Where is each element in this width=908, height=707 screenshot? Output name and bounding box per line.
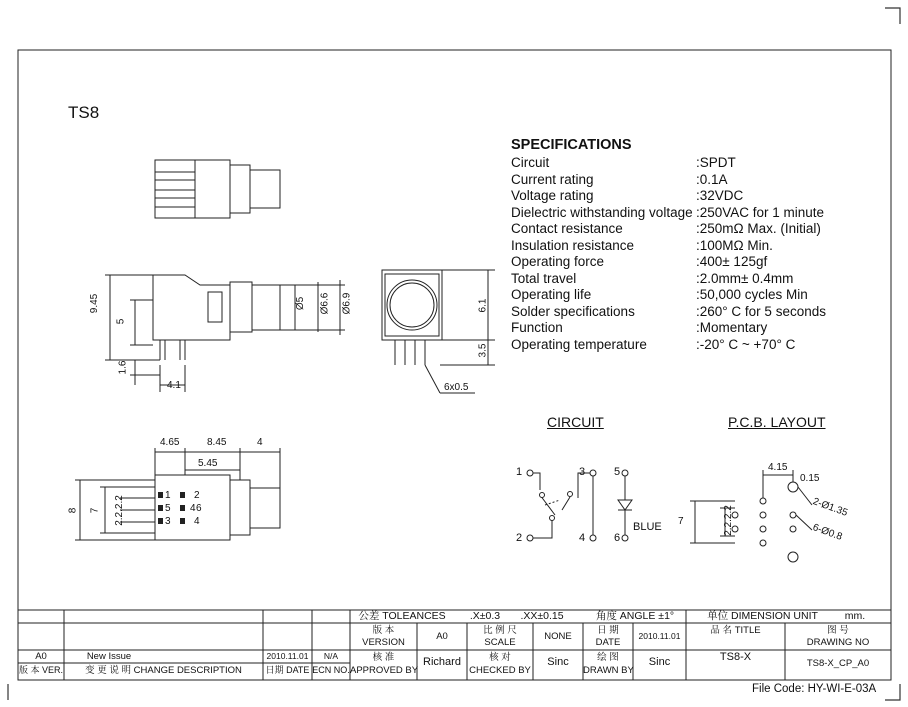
dim-front-pins: 6x0.5 xyxy=(444,382,469,393)
dim-side-height: 9.45 xyxy=(89,293,101,314)
pin-label-4: 4 xyxy=(194,516,200,527)
pcb-hole-small: 6-Ø0.8 xyxy=(811,522,844,543)
pin-label-1: 1 xyxy=(165,490,171,501)
tb-scale-en: SCALE xyxy=(484,637,516,648)
spec-value: :Momentary xyxy=(696,320,768,335)
dim-front-35: 3.5 xyxy=(477,343,489,358)
rev-hdr-description: 变 更 说 明 CHANGE DESCRIPTION xyxy=(85,665,242,676)
tb-version-cn: 版 本 xyxy=(372,625,395,636)
spec-label: Function xyxy=(511,320,563,335)
circuit-node-2: 2 xyxy=(516,532,523,544)
dim-dia-69: Ø6.9 xyxy=(341,292,353,315)
dim-dia-66: Ø6.6 xyxy=(319,292,331,315)
dim-top-8: 8 xyxy=(67,507,79,514)
pin-label-2: 2 xyxy=(194,490,200,501)
dim-front-61: 6.1 xyxy=(477,298,489,313)
specifications-heading: SPECIFICATIONS xyxy=(511,137,632,153)
spec-row xyxy=(511,188,891,204)
tb-unit-value: mm. xyxy=(844,610,866,622)
pin-label-5: 5 xyxy=(165,503,171,514)
tb-unit-label: 单位 DIMENSION UNIT xyxy=(707,610,818,622)
circuit-node-3: 3 xyxy=(579,466,586,478)
spec-label: Current rating xyxy=(511,171,594,187)
tb-title-value: TS8-X xyxy=(719,651,752,663)
spec-row xyxy=(511,337,891,353)
file-code: File Code: HY-WI-E-03A xyxy=(752,683,877,695)
tb-date-cn: 日 期 xyxy=(597,625,619,636)
tb-drawn-en: DRAWN BY xyxy=(583,665,634,676)
rev-hdr-version: 版 本 VER. xyxy=(18,665,63,675)
tb-checked-cn: 核 对 xyxy=(489,652,511,663)
specifications-list xyxy=(511,155,891,355)
tb-date-value: 2010.11.01 xyxy=(638,631,681,641)
spec-value: :400± 125gf xyxy=(696,254,768,269)
dim-top-4: 4 xyxy=(257,437,263,448)
tb-approved-value: Richard xyxy=(423,656,461,668)
spec-value: :32VDC xyxy=(696,188,744,203)
tb-angle: 角度 ANGLE ±1° xyxy=(595,610,675,622)
spec-label: Operating force xyxy=(511,254,605,269)
tb-drawn-cn: 绘 图 xyxy=(597,652,619,663)
spec-value: :50,000 cycles Min xyxy=(696,287,808,302)
spec-row xyxy=(511,205,891,221)
side-view xyxy=(105,275,345,392)
spec-row xyxy=(511,238,891,254)
pin-label-46: 4 xyxy=(190,503,196,514)
spec-label: Insulation resistance xyxy=(511,237,635,253)
spec-value: :250VAC for 1 minute xyxy=(696,204,825,220)
spec-row xyxy=(511,304,891,320)
spec-label: Solder specifications xyxy=(511,303,635,319)
spec-row xyxy=(511,271,891,287)
pcb-layout xyxy=(690,470,812,562)
spec-value: :100MΩ Min. xyxy=(696,237,773,253)
rev-description: New Issue xyxy=(86,651,132,662)
dim-side-five: 5 xyxy=(115,318,127,325)
spec-label: Circuit xyxy=(511,155,550,170)
pcb-dim-415: 4.15 xyxy=(768,462,788,473)
tb-version-value: A0 xyxy=(436,631,448,642)
tb-checked-value: Sinc xyxy=(547,656,569,668)
pcb-hole-large: 2-Ø1.35 xyxy=(811,496,849,519)
spec-row xyxy=(511,155,891,171)
spec-label: Voltage rating xyxy=(511,188,594,203)
dim-top-pitch: 2.2.2.2 xyxy=(113,495,125,526)
dim-dia-5: Ø5 xyxy=(295,296,307,311)
spec-label: Operating life xyxy=(511,287,592,302)
spec-row xyxy=(511,172,891,188)
dim-top-465: 4.65 xyxy=(160,437,180,448)
pcb-dim-pitch: 2.2.2.2 xyxy=(722,505,734,536)
spec-label: Contact resistance xyxy=(511,221,623,236)
dim-top-845: 8.45 xyxy=(207,437,227,448)
dim-top-545: 5.45 xyxy=(198,458,218,469)
tb-scale-cn: 比 例 尺 xyxy=(483,625,517,636)
tb-drawn-value: Sinc xyxy=(648,656,671,668)
tb-approved-cn: 核 准 xyxy=(372,652,395,663)
tb-checked-en: CHECKED BY xyxy=(469,665,531,676)
spec-row xyxy=(511,287,891,303)
tb-drawing-value: TS8-X_CP_A0 xyxy=(806,658,870,669)
tb-scale-value: NONE xyxy=(544,631,572,642)
part-title: TS8 xyxy=(68,103,100,122)
circuit-heading: CIRCUIT xyxy=(547,414,604,430)
circuit-node-5: 5 xyxy=(614,466,621,478)
dim-top-7: 7 xyxy=(89,507,101,514)
bottom-view xyxy=(75,448,280,540)
pcb-dim-7: 7 xyxy=(678,516,684,527)
rev-hdr-date: 日期 DATE xyxy=(265,665,310,675)
spec-row xyxy=(511,254,891,270)
pcb-dim-015: 0.15 xyxy=(800,473,820,484)
spec-label: Total travel xyxy=(511,270,577,286)
top-view xyxy=(155,160,280,218)
tb-tol-2: .XX±0.15 xyxy=(520,610,564,622)
rev-hdr-ecn: ECN NO. xyxy=(312,665,350,675)
circuit-node-6: 6 xyxy=(614,532,621,544)
rev-ecn: N/A xyxy=(323,651,339,661)
spec-value: :0.1A xyxy=(696,171,728,187)
spec-row xyxy=(511,221,891,237)
spec-label: Operating temperature xyxy=(511,336,647,352)
tb-tol-1: .X±0.3 xyxy=(469,610,501,622)
front-view xyxy=(382,270,495,393)
tb-drawing-en: DRAWING NO xyxy=(806,637,870,648)
rev-version: A0 xyxy=(35,651,47,662)
led-label: BLUE xyxy=(633,521,662,533)
spec-label: Dielectric withstanding voltage xyxy=(511,204,693,220)
rev-date: 2010.11.01 xyxy=(266,651,309,661)
pcb-heading: P.C.B. LAYOUT xyxy=(728,414,826,430)
tb-date-en: DATE xyxy=(595,637,621,648)
tb-drawing-cn: 图 号 xyxy=(827,625,849,636)
tb-approved-en: APPROVED BY xyxy=(350,665,419,676)
spec-value: :-20° C ~ +70° C xyxy=(696,336,796,352)
tb-version-en: VERSION xyxy=(362,637,405,648)
spec-value: :SPDT xyxy=(696,155,736,170)
circuit-diagram xyxy=(527,470,632,541)
dim-side-pin: 1.6 xyxy=(117,360,129,375)
tb-title-label: 品 名 TITLE xyxy=(710,625,761,636)
tb-tolerance-label: 公差 TOLEANCES xyxy=(358,610,446,622)
pin-label-3: 3 xyxy=(165,516,171,527)
dim-side-pin-offset: 4.1 xyxy=(167,380,181,391)
spec-value: :2.0mm± 0.4mm xyxy=(696,270,794,286)
circuit-node-4: 4 xyxy=(579,532,586,544)
pin-label-6: 6 xyxy=(196,503,202,514)
spec-value: :260° C for 5 seconds xyxy=(696,303,826,319)
spec-row xyxy=(511,320,891,336)
spec-value: :250mΩ Max. (Initial) xyxy=(696,221,821,236)
circuit-node-1: 1 xyxy=(516,466,523,478)
